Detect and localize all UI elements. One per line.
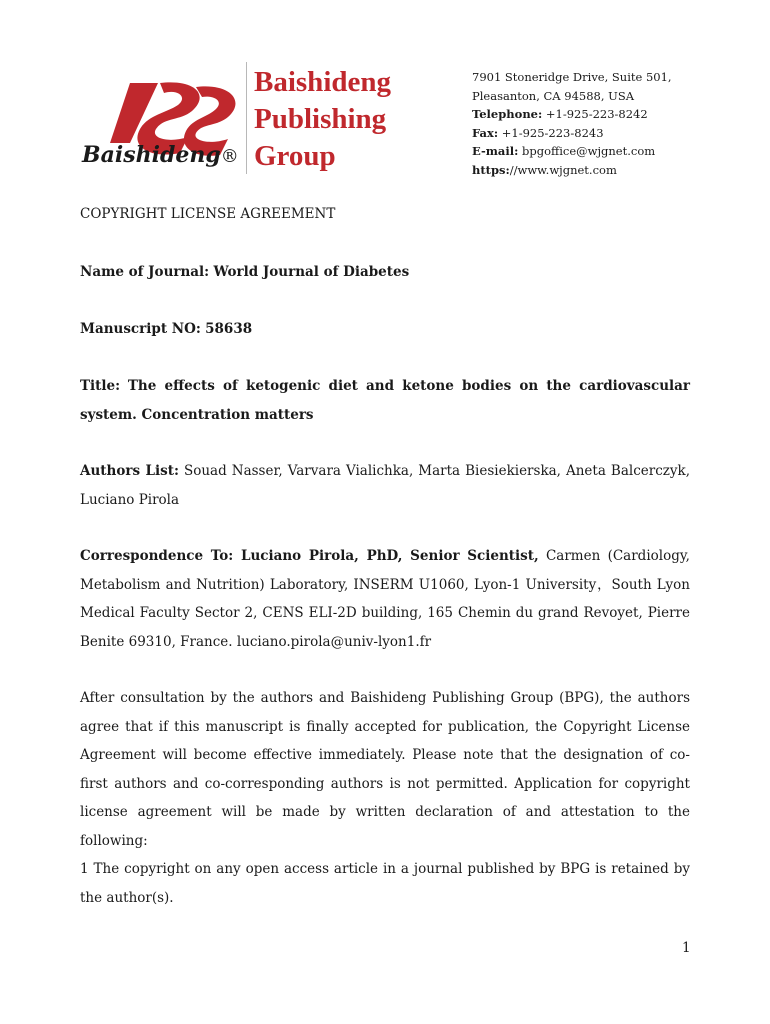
paragraph-copyright — [80, 855, 690, 912]
website-value: //www.wjgnet.com — [509, 162, 617, 177]
company-line-1: Baishideng — [254, 66, 391, 98]
fax-label: Fax: — [472, 125, 499, 140]
telephone-value: +1-925-223-8242 — [545, 107, 648, 121]
company-line-2: Publishing — [254, 103, 387, 135]
company-name — [254, 64, 391, 175]
correspondence-block — [80, 542, 690, 656]
authors-label: Authors List: — [80, 463, 179, 479]
page-number: 1 — [682, 940, 691, 956]
paragraph-consultation — [80, 684, 690, 855]
journal-label: Name of Journal: — [80, 264, 210, 280]
correspondence-label: Correspondence To: Luciano Pirola, PhD, Senior Scientist, — [80, 548, 539, 564]
fax-value: +1-925-223-8243 — [501, 125, 604, 140]
heading-text: COPYRIGHT LICENSE AGREEMENT — [80, 206, 336, 222]
telephone-line — [472, 105, 672, 124]
paragraph-2-text: 1 The copyright on any open access article in a journal published by BPG is retained by the author(s). — [80, 861, 690, 906]
title-line — [80, 372, 690, 429]
email-label: E-mail: — [472, 144, 519, 158]
address-line-1: 7901 Stoneridge Drive, Suite 501, — [472, 70, 672, 84]
telephone-label: Telephone: — [472, 107, 543, 121]
authors-line — [80, 457, 690, 514]
journal-value: World Journal of Diabetes — [213, 264, 410, 280]
header-divider — [246, 62, 247, 174]
brand-script-logo — [82, 142, 239, 168]
correspondence-value: Carmen (Cardiology, Metabolism and Nutrition) Laboratory, INSERM U1060, Lyon-1 University，South Lyon Medical Faculty Sector 2, CENS ELI-2D building, 165 Chemin du grand Revoyet, Pierre Benite 69310, France. luciano.pirola@univ-lyon1.fr — [80, 548, 690, 650]
document-heading — [80, 200, 690, 229]
fax-line — [472, 124, 672, 143]
manuscript-line — [80, 315, 690, 344]
email-value: bpgoffice@wjgnet.com — [522, 144, 656, 158]
email-line — [472, 142, 672, 161]
manuscript-label: Manuscript NO: — [80, 321, 201, 337]
title-label: Title: — [80, 378, 121, 394]
company-line-3: Group — [254, 140, 336, 172]
authors-value: Souad Nasser, Varvara Vialichka, Marta Biesiekierska, Aneta Balcerczyk, Luciano Pirola — [80, 463, 690, 508]
brand-script-text: Baishideng — [82, 142, 221, 168]
journal-line — [80, 258, 690, 287]
address-line-2: Pleasanton, CA 94588, USA — [472, 88, 635, 103]
contact-block — [472, 68, 672, 179]
website-label: https: — [472, 162, 510, 177]
title-value: The effects of ketogenic diet and ketone bodies on the cardiovascular system. Concentration matters — [80, 378, 690, 423]
website-line — [472, 161, 672, 180]
registered-mark: ® — [220, 146, 239, 167]
manuscript-value: 58638 — [205, 321, 253, 337]
paragraph-1-text: After consultation by the authors and Baishideng Publishing Group (BPG), the authors agree that if this manuscript is finally accepted for publication, the Copyright License Agreement will become effective immediately. Please note that the designation of co-first authors and co-corresponding authors is not permitted. Application for copyright license agreement will be made by written declaration of and attestation to the following: — [80, 690, 690, 849]
